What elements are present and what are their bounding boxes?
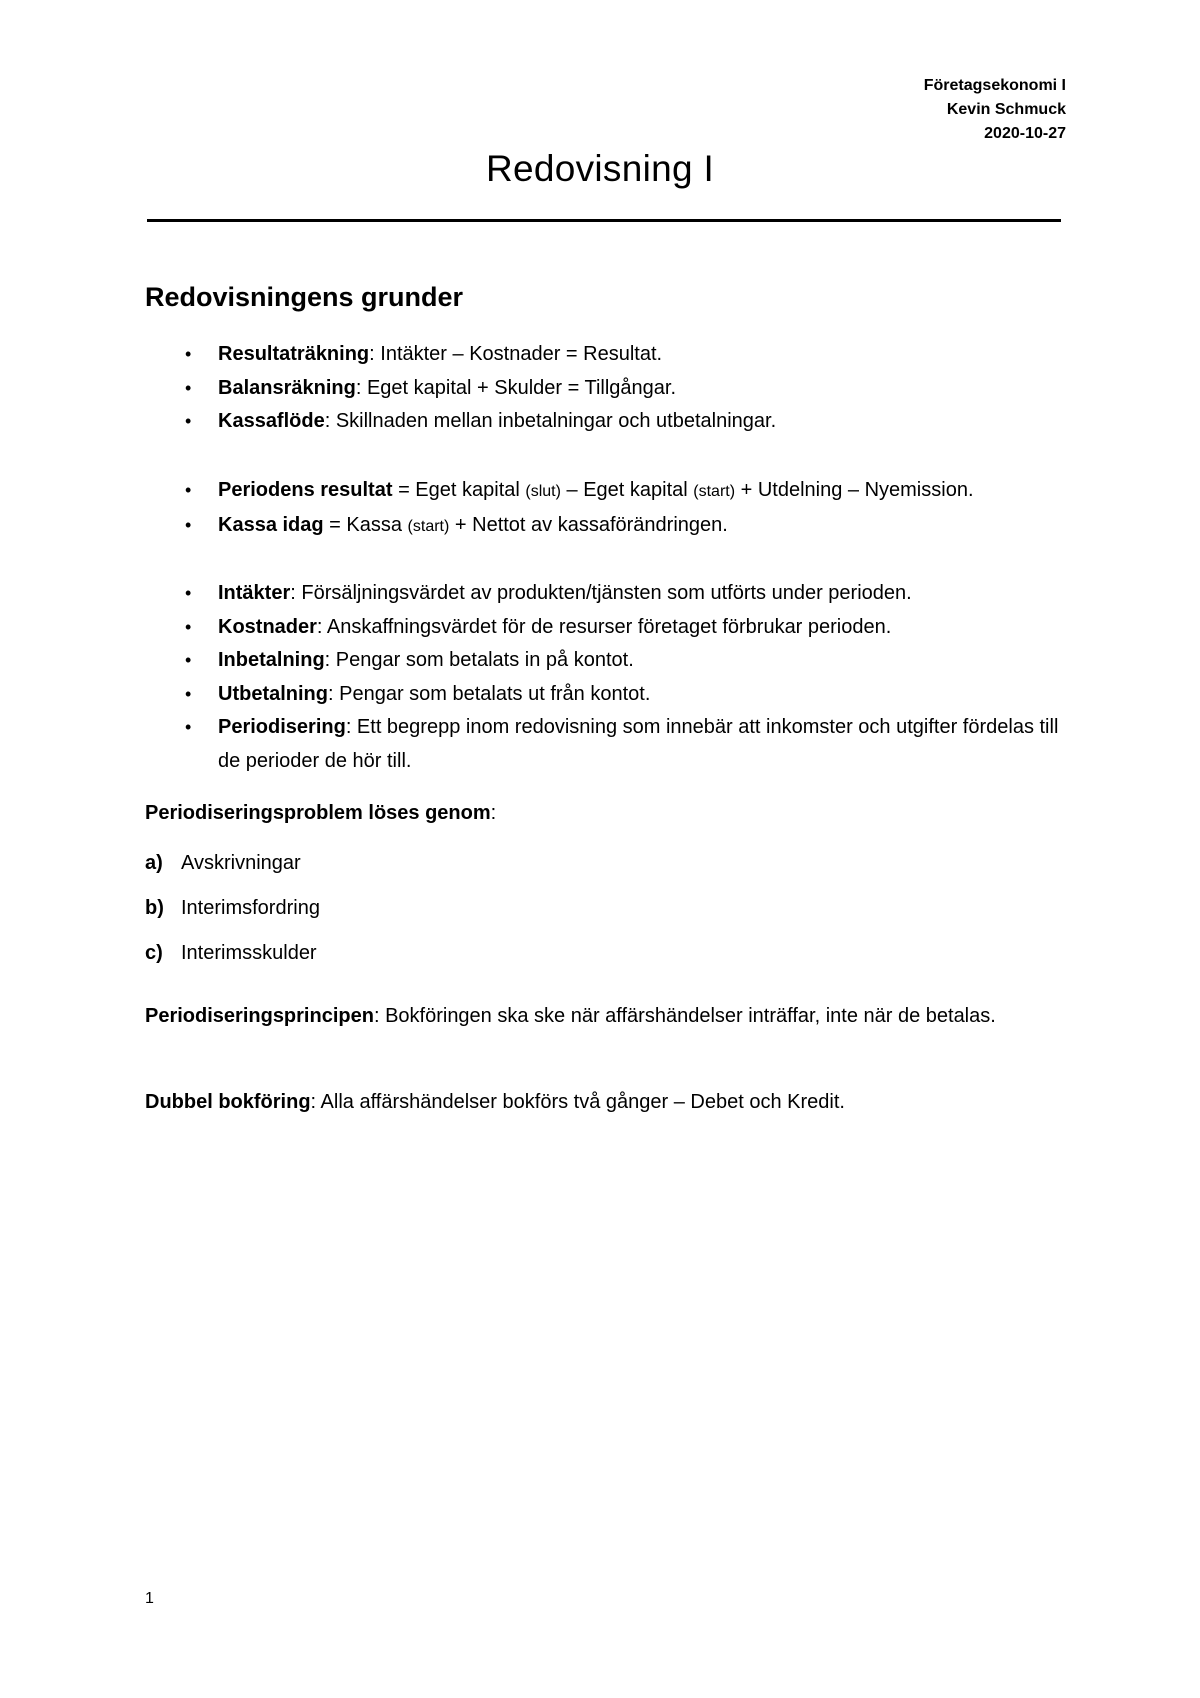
section-heading: Redovisningens grunder [145,282,464,312]
bullet-list-formulas [145,474,1075,543]
definition: : Intäkter – Kostnader = Resultat. [369,343,663,365]
document-header-meta [924,74,1066,146]
definition: : Pengar som betalats ut från kontot. [328,682,651,705]
list-item [145,338,1075,372]
document-date: 2020-10-27 [984,125,1066,142]
formula-qualifier: (start) [407,517,450,535]
term: Periodiseringsprincipen [145,1005,374,1027]
list-item [145,938,320,983]
definition: : Alla affärshändelser bokförs två gånger – Debet och Kredit. [310,1091,845,1113]
solution-list [145,848,320,983]
term: Dubbel bokföring [145,1091,311,1113]
bullet-icon: • [185,377,192,398]
formula-part: = Eget kapital [392,479,526,501]
term: Periodens resultat [218,479,393,501]
term: Utbetalning [218,682,328,705]
bullet-list-statements [145,338,1075,439]
title-divider [147,219,1061,222]
list-item [145,474,1075,509]
list-item [145,372,1075,406]
solution-text: Avskrivningar [181,852,301,874]
problem-intro-paragraph [145,797,1065,831]
bullet-icon: • [185,514,192,535]
definition: : Anskaffningsvärdet för de resurser företaget förbrukar perioden. [316,615,892,638]
solution-text: Interimsfordring [181,897,320,919]
bullet-icon: • [185,717,192,737]
list-item [145,577,1075,611]
term: Periodisering [218,716,346,738]
list-marker: a) [145,852,163,874]
definition: : Pengar som betalats in på kontot. [324,649,634,671]
bullet-icon: • [185,650,192,670]
formula-qualifier: (start) [693,483,736,500]
list-item [145,611,1075,645]
bullet-icon: • [185,583,192,603]
formula-part: + Utdelning – Nyemission. [735,479,974,501]
course-name: Företagsekonomi I [923,77,1066,94]
definition: : Ett begrepp inom redovisning som innebär att inkomster och utgifter fördelas till de perioder de hör till. [218,716,1059,772]
bullet-icon: • [185,616,192,637]
definition: : Bokföringen ska ske när affärshändelser inträffar, inte när de betalas. [373,1005,996,1027]
term: Intäkter [218,582,291,604]
principle-paragraph [145,1000,1065,1034]
double-entry-paragraph [145,1086,1065,1120]
list-item [145,711,1075,778]
list-marker: b) [145,897,164,919]
list-item [145,405,1075,439]
list-item [145,848,320,893]
term: Balansräkning [218,376,356,399]
list-item [145,893,320,938]
bullet-icon: • [185,480,192,500]
list-marker: c) [145,942,163,964]
document-title: Redovisning I [485,148,715,189]
list-item [145,644,1075,678]
bullet-icon: • [185,683,192,704]
formula-qualifier: (slut) [525,483,561,500]
term: Kostnader [218,615,317,638]
page-number: 1 [145,1590,154,1607]
author-name: Kevin Schmuck [946,101,1066,118]
bullet-list-definitions [145,577,1075,778]
definition: : Skillnaden mellan inbetalningar och utbetalningar. [324,410,777,432]
term: Resultaträkning [218,343,370,365]
list-item [145,678,1075,712]
bullet-icon: • [185,411,192,431]
term: Kassaflöde [218,410,325,432]
term: Inbetalning [218,649,325,671]
list-item [145,509,1075,544]
term: Kassa idag [218,513,324,536]
bullet-icon: • [185,344,192,364]
formula-part: + Nettot av kassaförändringen. [449,513,728,536]
formula-part: = Kassa [323,513,408,536]
solution-text: Interimsskulder [181,942,317,964]
problem-colon: : [490,802,497,824]
definition: : Försäljningsvärdet av produkten/tjänsten som utförts under perioden. [290,582,912,604]
problem-intro: Periodiseringsproblem löses genom [145,802,491,824]
formula-part: – Eget kapital [560,479,694,501]
definition: : Eget kapital + Skulder = Tillgångar. [355,376,677,399]
